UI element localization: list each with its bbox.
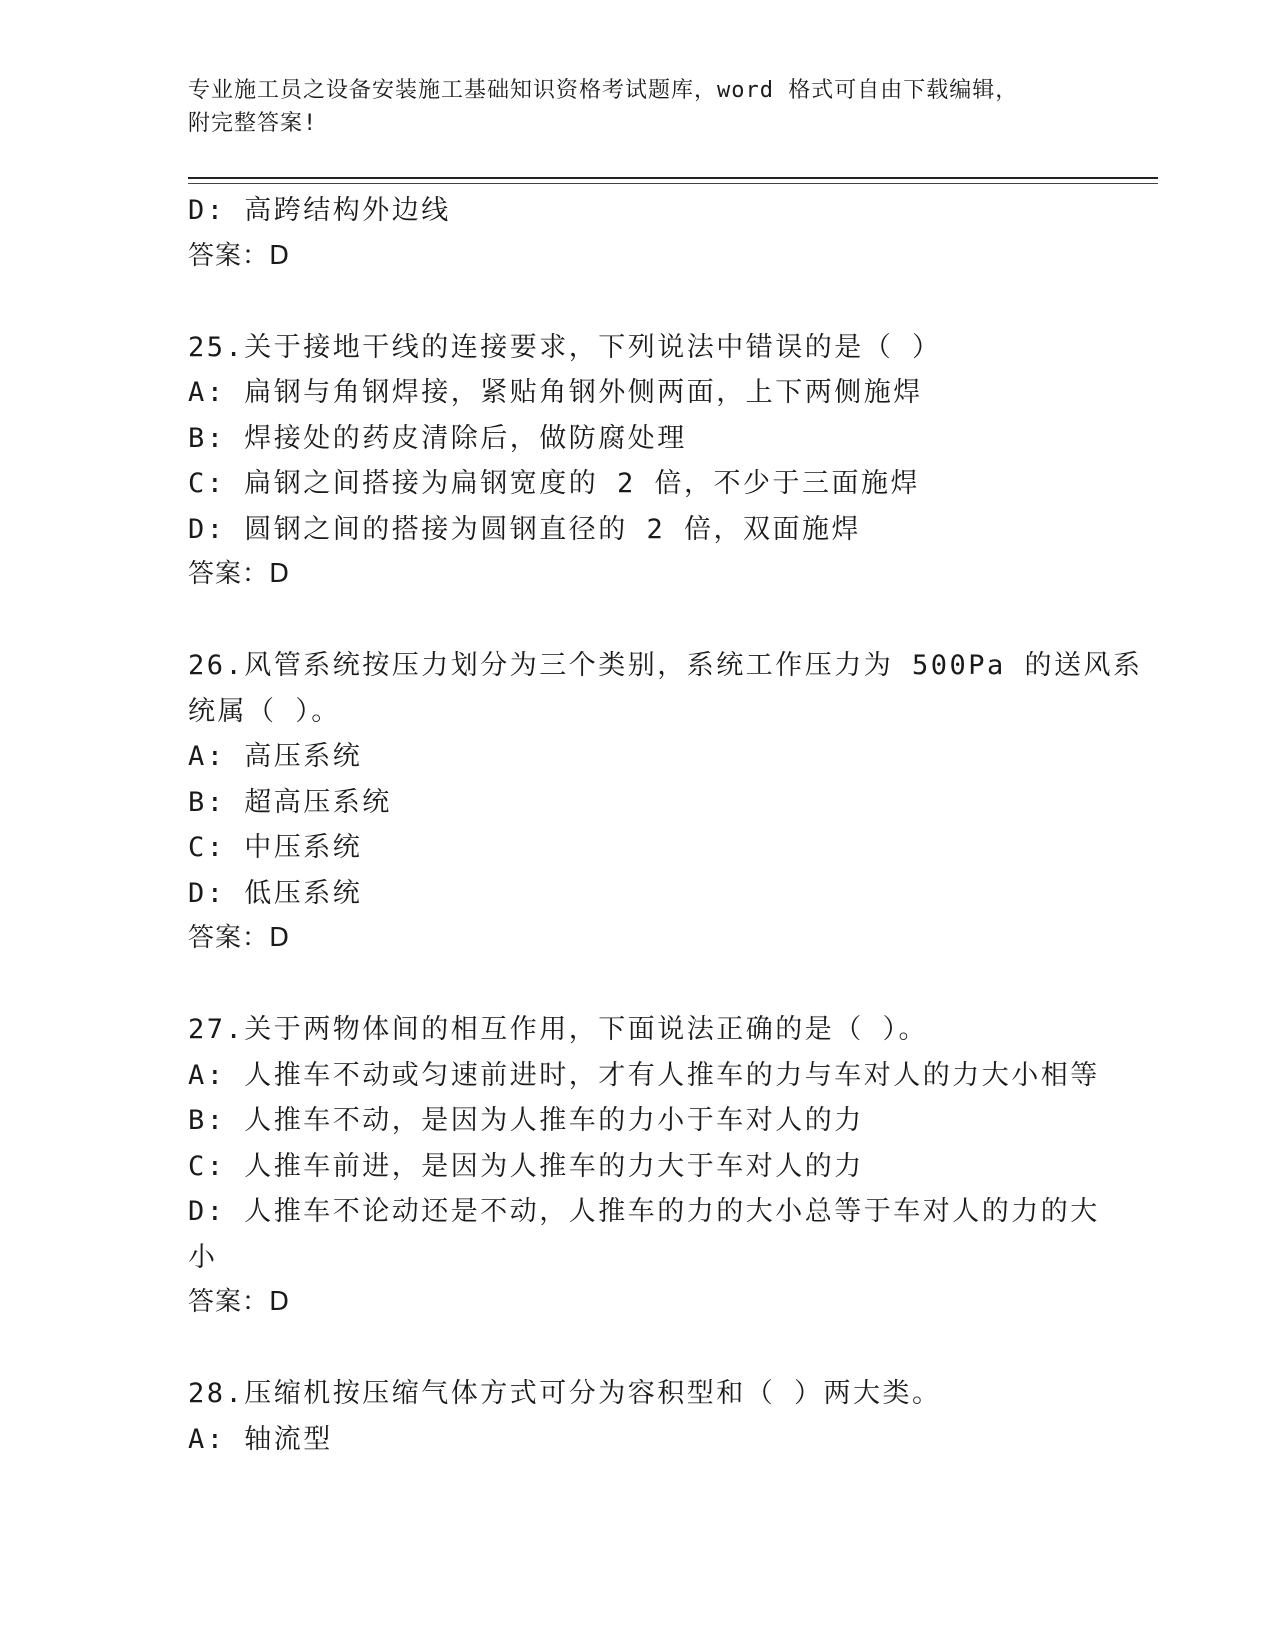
spacer [188,962,1088,1008]
option-b: B: 超高压系统 [188,786,392,818]
question-stem: 28.压缩机按压缩气体方式可分为容积型和（ ）两大类。 [188,1378,942,1409]
option-d: D: 高跨结构外边线 [188,195,451,226]
option-a: A: 人推车不动或匀速前进时，才有人推车的力与车对人的力大小相等 [188,1059,1100,1091]
answer-label: 答案：D [188,559,291,589]
question-stem: 26.风管系统按压力划分为三个类别，系统工作压力为 500Pa 的送风系 [188,650,1143,681]
option-a: A: 高压系统 [188,741,363,772]
option-a: A: 扁钢与角钢焊接，紧贴角钢外侧两面，上下两侧施焊 [188,377,923,408]
document-header [188,74,1088,140]
spacer [188,279,1088,325]
spacer [188,598,1088,644]
question-stem: 27.关于两物体间的相互作用，下面说法正确的是（ ）。 [188,1014,929,1045]
option-d: D: 人推车不论动还是不动，人推车的力的大小总等于车对人的力的大 [188,1196,1100,1227]
header-line-2: 附完整答案! [188,111,318,136]
option-d: D: 低压系统 [188,877,363,909]
option-b: B: 人推车不动，是因为人推车的力小于车对人的力 [188,1105,864,1136]
question-stem-continued: 统属（ ）。 [188,695,341,727]
option-b: B: 焊接处的药皮清除后，做防腐处理 [188,422,687,454]
option-c: C: 人推车前进，是因为人推车的力大于车对人的力 [188,1150,864,1182]
answer-label: 答案：D [188,1287,291,1317]
option-a: A: 轴流型 [188,1423,333,1455]
answer-label: 答案：D [188,923,291,953]
header-line-1: 专业施工员之设备安装施工基础知识资格考试题库，word 格式可自由下载编辑， [188,78,1019,103]
spacer [188,1326,1088,1372]
option-c: C: 中压系统 [188,832,363,863]
answer-label: 答案：D [188,240,291,271]
option-d: D: 圆钢之间的搭接为圆钢直径的 2 倍，双面施焊 [188,513,862,545]
option-d-continued: 小 [188,1241,218,1273]
header-divider-thick [188,177,1158,179]
header-divider-thin [188,183,1158,184]
question-stem: 25.关于接地干线的连接要求，下列说法中错误的是（ ） [188,331,942,363]
option-c: C: 扁钢之间搭接为扁钢宽度的 2 倍，不少于三面施焊 [188,468,921,499]
question-list [188,188,1143,1462]
